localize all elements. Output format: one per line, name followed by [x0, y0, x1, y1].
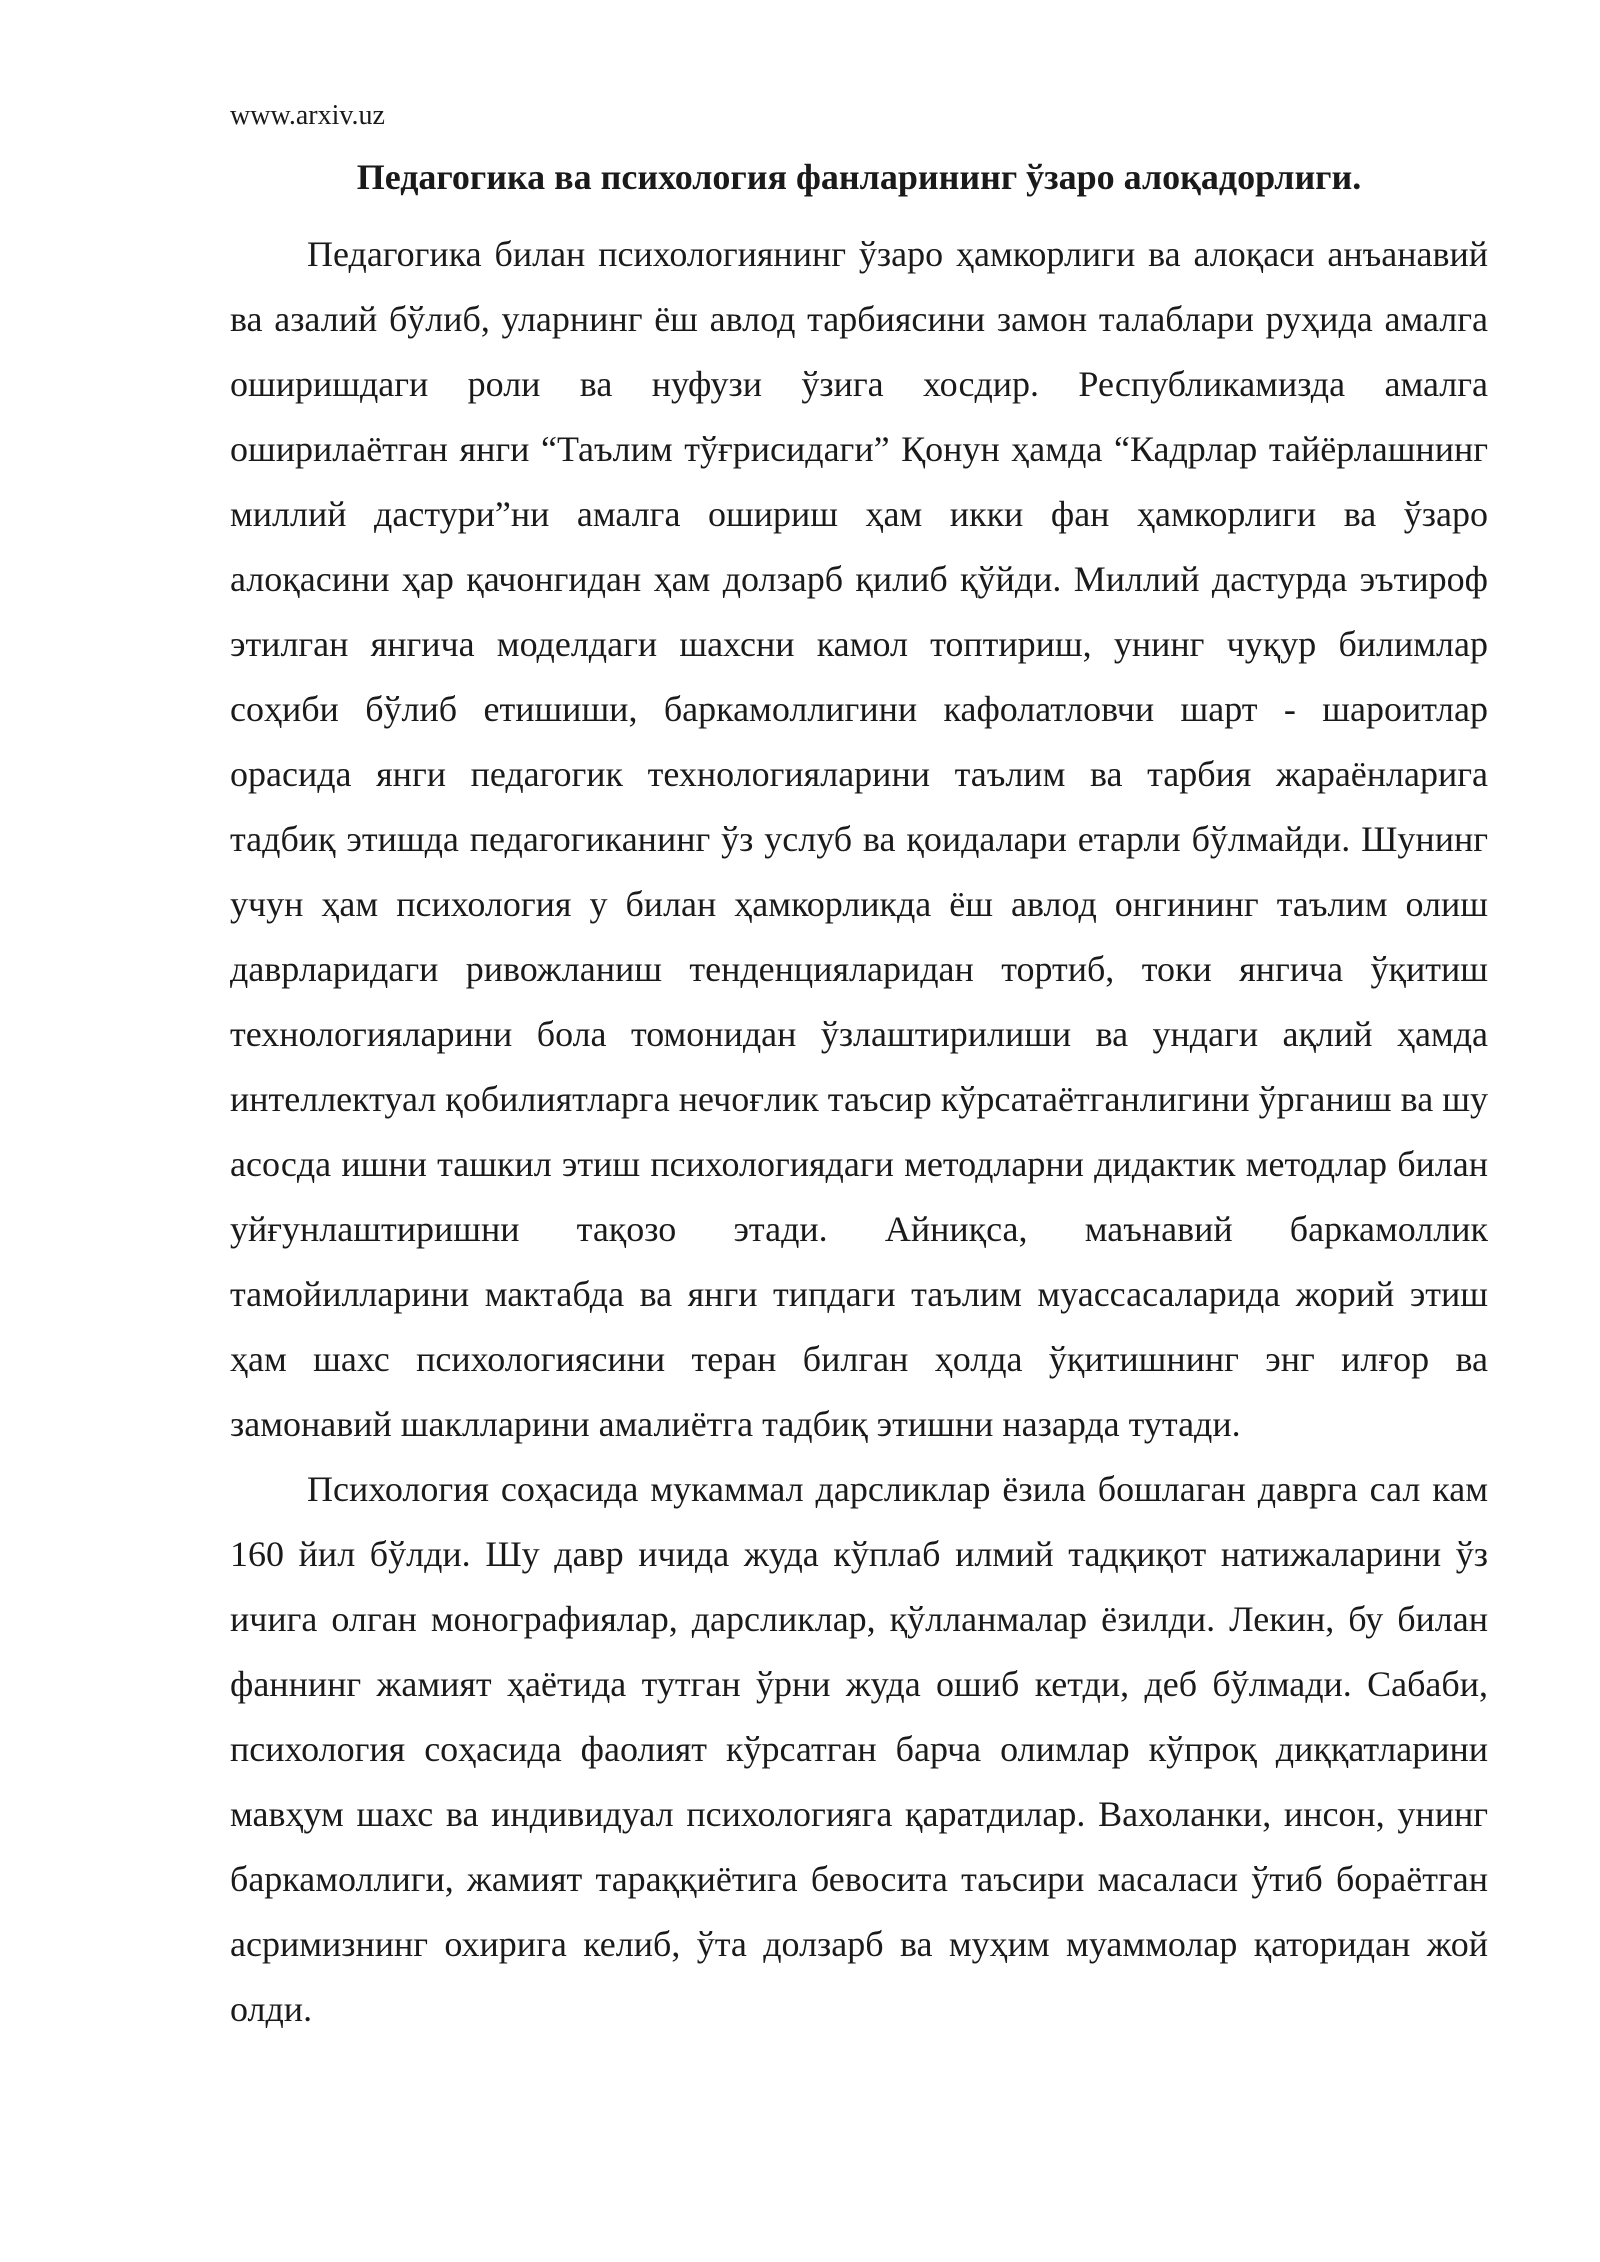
paragraph-2: Психология соҳасида мукаммал дарсликлар ёзила бошлаган даврга сал кам 160 йил бўлди. Шу давр ичида жуда кўплаб илмий тадқиқот натижаларини ўз ичига олган монографиялар, дарсликлар, қўлланмалар ёзилди. Лекин, бу билан фаннинг жамият ҳаётида тутган ўрни жуда ошиб кетди, деб бўлмади. Сабаби, психология соҳасида фаолият кўрсатган барча олимлар кўпроқ диққатларини мавҳум шахс ва индивидуал психологияга қаратдилар. Вахоланки, инсон, унинг баркамоллиги, жамият тараққиётига бевосита таъсири масаласи ўтиб бораётган асримизнинг охирига келиб, ўта долзарб ва муҳим муаммолар қаторидан жой олди.: [230, 1469, 1488, 2029]
document-body: [230, 222, 1488, 2042]
site-url: www.arxiv.uz: [230, 100, 385, 131]
document-title: Педагогика ва психология фанларининг ўзаро алоқадорлиги.: [356, 157, 1362, 197]
paragraph-1: Педагогика билан психологиянинг ўзаро ҳамкорлиги ва алоқаси анъанавий ва азалий бўлиб, уларнинг ёш авлод тарбиясини замон талаблари руҳида амалга оширишдаги роли ва нуфузи ўзига хосдир. Республикамизда амалга оширилаётган янги “Таълим тўғрисидаги” Қонун ҳамда “Кадрлар тайёрлашнинг миллий дастури”ни амалга ошириш ҳам икки фан ҳамкорлиги ва ўзаро алоқасини ҳар қачонгидан ҳам долзарб қилиб қўйди. Миллий дастурда эътироф этилган янгича моделдаги шахсни камол топтириш, унинг чуқур билимлар соҳиби бўлиб етишиши, баркамоллигини кафолатловчи шарт - шароитлар орасида янги педагогик технологияларини таълим ва тарбия жараёнларига тадбиқ этишда педагогиканинг ўз услуб ва қоидалари етарли бўлмайди. Шунинг учун ҳам психология у билан ҳамкорликда ёш авлод онгининг таълим олиш даврларидаги ривожланиш тенденцияларидан тортиб, токи янгича ўқитиш технологияларини бола томонидан ўзлаштирилиши ва ундаги ақлий ҳамда интеллектуал қобилиятларга нечоғлик таъсир кўрсатаётганлигини ўрганиш ва шу асосда ишни ташкил этиш психологиядаги методларни дидактик методлар билан уйғунлаштиришни тақозо этади. Айниқса, маънавий баркамоллик тамойилларини мактабда ва янги типдаги таълим муассасаларида жорий этиш ҳам шахс психологиясини теран билган ҳолда ўқитишнинг энг илғор ва замонавий шаклларини амалиётга тадбиқ этишни назарда тутади.: [230, 234, 1488, 1444]
